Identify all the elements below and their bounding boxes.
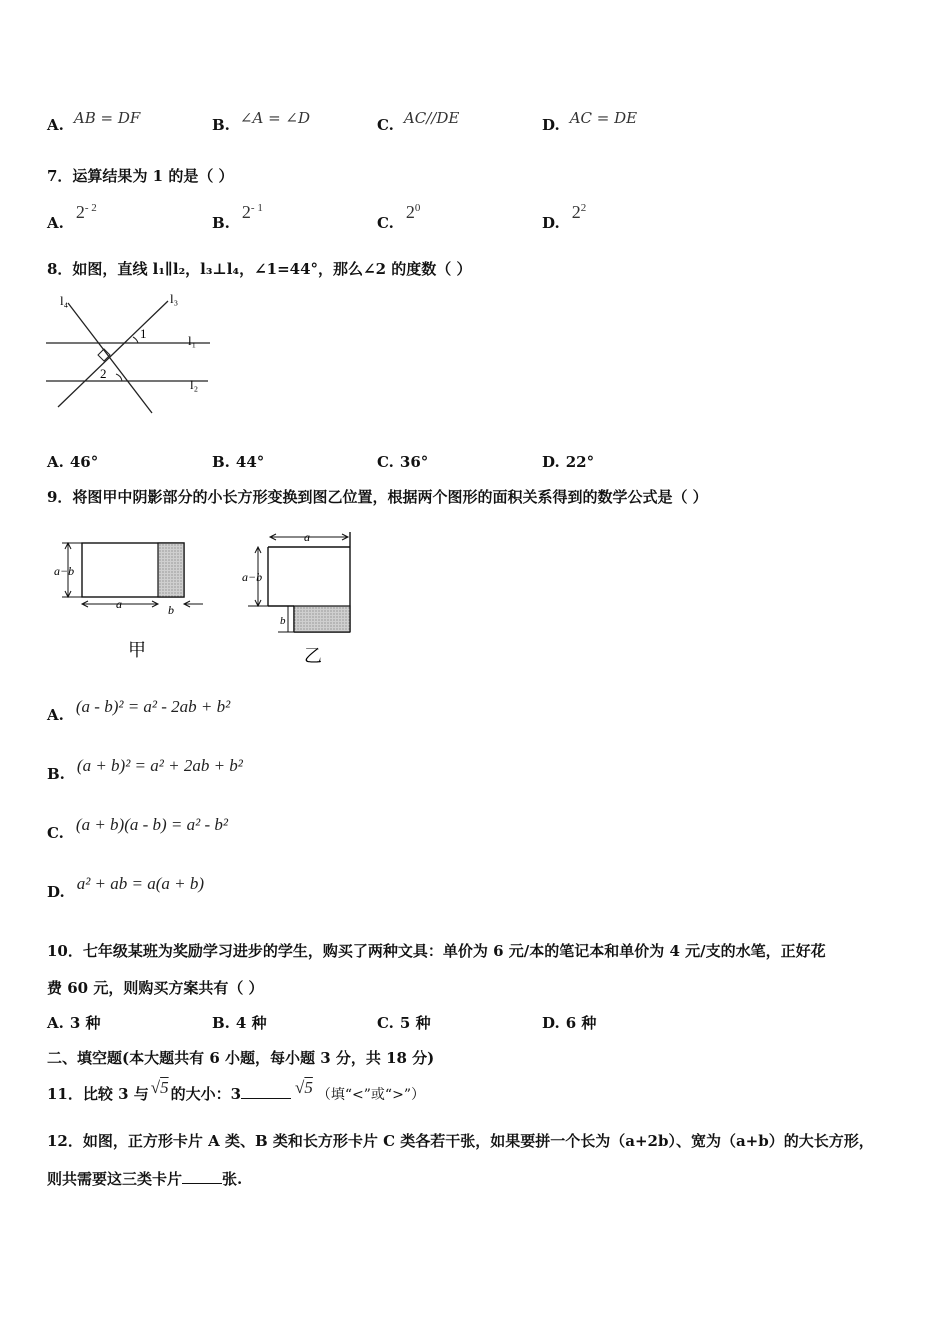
q11-answer-blank[interactable]	[241, 1098, 291, 1099]
q11-suffix: （填“<”或“>”）	[316, 1087, 425, 1103]
q6-option-b	[212, 109, 311, 134]
q6-option-d	[542, 109, 638, 134]
q8-option-b	[212, 453, 264, 471]
q8-option-text: 46°	[69, 453, 99, 471]
yi-label-a-minus-b: a−b	[242, 570, 263, 584]
q7-option-letter: D.	[542, 214, 560, 232]
q8-option-a	[47, 453, 98, 471]
label-l4: l₄	[60, 293, 69, 308]
jia-caption: 甲	[128, 640, 146, 660]
q10-option-a	[47, 1012, 101, 1033]
yi-shaded-strip	[294, 606, 350, 632]
jia-label-a: a	[116, 597, 122, 611]
q10-option-text: 3 种	[69, 1014, 101, 1032]
line-l4	[68, 303, 152, 413]
section-heading: 二、填空题(本大题共有 6 小题，每小题 3 分，共 18 分)	[47, 1049, 435, 1067]
q8-option-d	[542, 453, 594, 471]
q6-option-text: AC = DE	[569, 109, 638, 127]
q10-option-b	[212, 1012, 267, 1033]
q7-option-letter: C.	[377, 214, 394, 232]
q10-option-text: 5 种	[399, 1014, 431, 1032]
jia-shaded-strip	[158, 543, 184, 597]
q8-option-text: 36°	[399, 453, 429, 471]
q10-option-text: 6 种	[565, 1014, 597, 1032]
figure-yi	[242, 530, 350, 666]
yi-label-a: a	[304, 530, 310, 544]
q6-option-letter: D.	[542, 116, 560, 134]
q8-option-letter: A.	[47, 453, 64, 471]
angle1-arc	[133, 337, 138, 343]
q8-option-text: 22°	[565, 453, 595, 471]
q10-option-letter: B.	[212, 1014, 230, 1032]
q9-option-letter: C.	[47, 824, 64, 842]
q7-base: 2	[75, 202, 85, 222]
q10-option-letter: A.	[47, 1014, 64, 1032]
q6-option-c	[377, 109, 460, 134]
q11-stem	[47, 1078, 425, 1104]
sqrt5-b: √5	[295, 1078, 313, 1097]
q11-prefix: 11．比较 3 与	[47, 1085, 149, 1103]
q9-option-formula: (a - b)² = a² - 2ab + b²	[75, 697, 231, 716]
q7-base: 2	[405, 202, 415, 222]
q12-line2-pre: 则共需要这三类卡片	[47, 1170, 183, 1188]
jia-label-b: b	[168, 603, 174, 617]
q9-option-formula: a² + ab = a(a + b)	[76, 874, 205, 893]
q9-option-b	[47, 756, 243, 784]
q7-option-letter: A.	[47, 214, 64, 232]
label-l2: l₂	[190, 377, 199, 392]
figure-jia	[54, 543, 203, 660]
q8-option-letter: D.	[542, 453, 560, 471]
q6-option-letter: B.	[212, 116, 230, 134]
q12-answer-blank[interactable]	[182, 1183, 222, 1184]
q6-option-text: AB = DF	[73, 109, 141, 127]
q7-option-c	[377, 202, 421, 233]
label-angle2: 2	[100, 366, 107, 381]
q6-option-letter: C.	[377, 116, 394, 134]
jia-label-a-minus-b: a−b	[54, 564, 75, 578]
q10-stem-line1: 10．七年级某班为奖励学习进步的学生，购买了两种文具：单价为 6 元/本的笔记本和单价为 4 元/支的水笔，正好花	[47, 942, 826, 960]
q9-option-letter: B.	[47, 765, 65, 783]
q7-stem: 7．运算结果为 1 的是（ ）	[47, 167, 234, 185]
q7-exponent: - 1	[250, 202, 263, 214]
yi-label-b: b	[280, 615, 286, 627]
radicand: 5	[160, 1078, 169, 1097]
q9-option-formula: (a + b)(a - b) = a² - b²	[75, 815, 229, 834]
q7-option-letter: B.	[212, 214, 230, 232]
q8-option-text: 44°	[235, 453, 265, 471]
q7-option-a	[47, 202, 97, 233]
q10-option-text: 4 种	[235, 1014, 267, 1032]
label-angle1: 1	[140, 326, 147, 341]
q7-exponent: 0	[414, 202, 421, 214]
q12-stem-line2	[47, 1168, 242, 1189]
q10-option-letter: C.	[377, 1014, 394, 1032]
yi-caption: 乙	[304, 646, 322, 666]
q6-option-letter: A.	[47, 116, 64, 134]
q8-figure	[40, 285, 220, 420]
sqrt5-a: √5	[150, 1078, 169, 1097]
q7-option-d	[542, 202, 587, 233]
q10-stem-line2: 费 60 元，则购买方案共有（ ）	[47, 979, 264, 997]
q11-mid: 的大小：3	[170, 1085, 242, 1103]
q9-option-c	[47, 815, 229, 843]
q9-stem: 9．将图甲中阴影部分的小长方形变换到图乙位置，根据两个图形的面积关系得到的数学公式是（ ）	[47, 488, 708, 506]
q7-base: 2	[241, 202, 251, 222]
q9-figure	[48, 520, 388, 670]
q9-option-d	[47, 874, 205, 902]
q9-option-letter: D.	[47, 883, 65, 901]
q9-option-a	[47, 697, 231, 725]
q10-option-c	[377, 1012, 431, 1033]
q6-option-text: ∠A = ∠D	[239, 109, 311, 127]
q12-stem-line1: 12．如图，正方形卡片 A 类、B 类和长方形卡片 C 类各若干张，如果要拼一个长为（a+2b）、宽为（a+b）的大长方形，	[47, 1132, 874, 1150]
q7-exponent: 2	[580, 202, 587, 214]
q7-option-b	[212, 202, 263, 233]
q6-option-text: AC//DE	[403, 109, 460, 127]
q7-base: 2	[571, 202, 581, 222]
q12-line2-post: 张.	[222, 1170, 243, 1188]
q8-stem: 8．如图，直线 l₁∥l₂，l₃⊥l₄，∠1=44°，那么∠2 的度数（ ）	[47, 260, 472, 278]
q7-exponent: - 2	[84, 202, 97, 214]
q8-option-c	[377, 453, 428, 471]
label-l3: l₃	[170, 291, 179, 306]
q9-option-letter: A.	[47, 706, 64, 724]
label-l1: l₁	[188, 333, 197, 348]
radicand: 5	[304, 1078, 313, 1097]
q6-option-a	[47, 109, 141, 134]
q9-option-formula: (a + b)² = a² + 2ab + b²	[76, 756, 243, 775]
q8-option-letter: B.	[212, 453, 230, 471]
q8-option-letter: C.	[377, 453, 394, 471]
q10-option-letter: D.	[542, 1014, 560, 1032]
angle2-arc	[116, 374, 122, 381]
q10-option-d	[542, 1012, 596, 1033]
line-l3	[58, 301, 168, 407]
